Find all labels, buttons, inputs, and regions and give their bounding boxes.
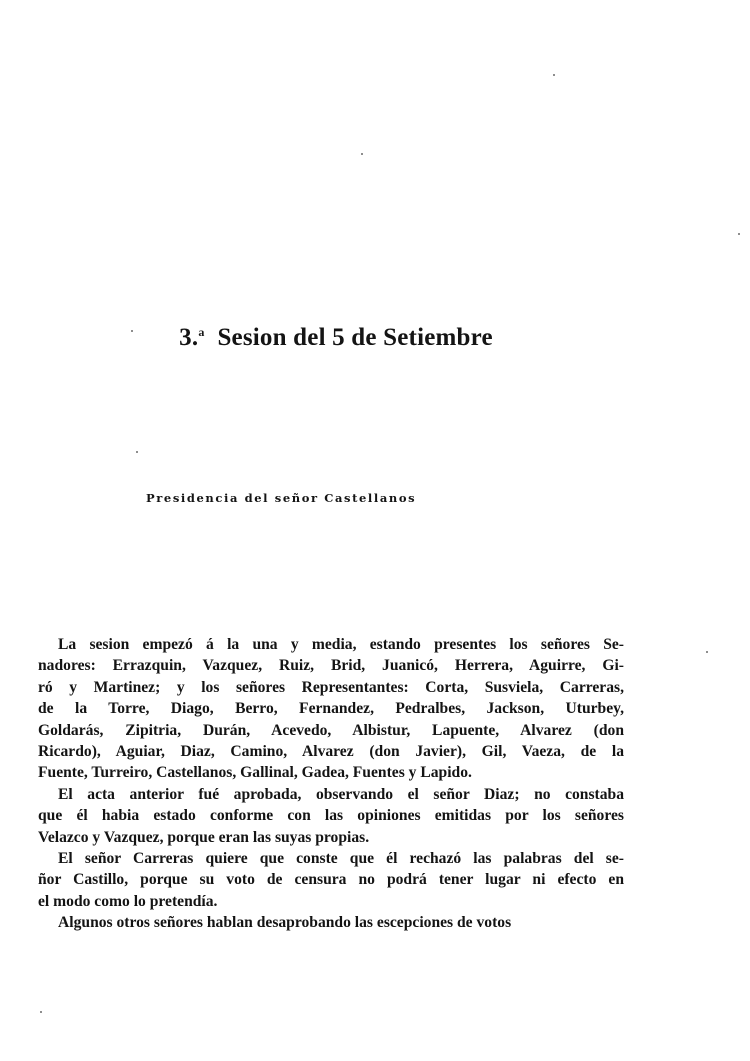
scan-speck [40, 1011, 42, 1013]
scan-speck [738, 233, 740, 235]
paragraph-minutes-approval [38, 784, 624, 848]
text-line: Algunos otros señores hablan desaprobando las escepciones de votos [58, 914, 512, 932]
text-line: de la Torre, Diago, Berro, Fernandez, Pedralbes, Jackson, Uturbey, [38, 700, 624, 718]
session-title-text: Sesion del 5 de Setiembre [217, 324, 493, 351]
presidency-heading: Presidencia del señor Castellanos [146, 491, 417, 505]
text-line: El acta anterior fué aprobada, observando el señor Diaz; no constaba [58, 785, 624, 803]
text-line: La sesion empezó á la una y media, estando presentes los señores Se- [58, 636, 624, 653]
session-minutes [38, 634, 624, 934]
session-title [0, 324, 672, 352]
paragraph-other-senators [38, 912, 624, 933]
scan-speck [706, 651, 708, 653]
scan-speck [361, 153, 363, 155]
text-line: el modo como lo pretendía. [38, 892, 218, 910]
paragraph-attendance [38, 634, 624, 784]
text-line: ñor Castillo, porque su voto de censura no podrá tener lugar ni efecto en [38, 871, 624, 889]
paragraph-carreras [38, 848, 624, 912]
text-line: ró y Martinez; y los señores Representantes: Corta, Susviela, Carreras, [38, 678, 624, 696]
session-number: 3.$^a$ [179, 324, 205, 351]
text-line: El señor Carreras quiere que conste que él rechazó las palabras del se- [58, 850, 624, 868]
text-line: Velazco y Vazquez, porque eran las suyas propias. [38, 828, 370, 846]
text-line: nadores: Errazquin, Vazquez, Ruiz, Brid, Juanicó, Herrera, Aguirre, Gi- [38, 657, 624, 675]
text-line: Ricardo), Aguiar, Diaz, Camino, Alvarez (don Javier), Gil, Vaeza, de la [38, 743, 624, 761]
scan-speck [553, 74, 555, 76]
scan-speck [136, 451, 138, 453]
text-line: Fuente, Turreiro, Castellanos, Gallinal, Gadea, Fuentes y Lapido. [38, 764, 472, 782]
text-line: Goldarás, Zipitria, Durán, Acevedo, Albistur, Lapuente, Alvarez (don [38, 721, 624, 739]
text-line: que él habia estado conforme con las opiniones emitidas por los señores [38, 807, 624, 825]
